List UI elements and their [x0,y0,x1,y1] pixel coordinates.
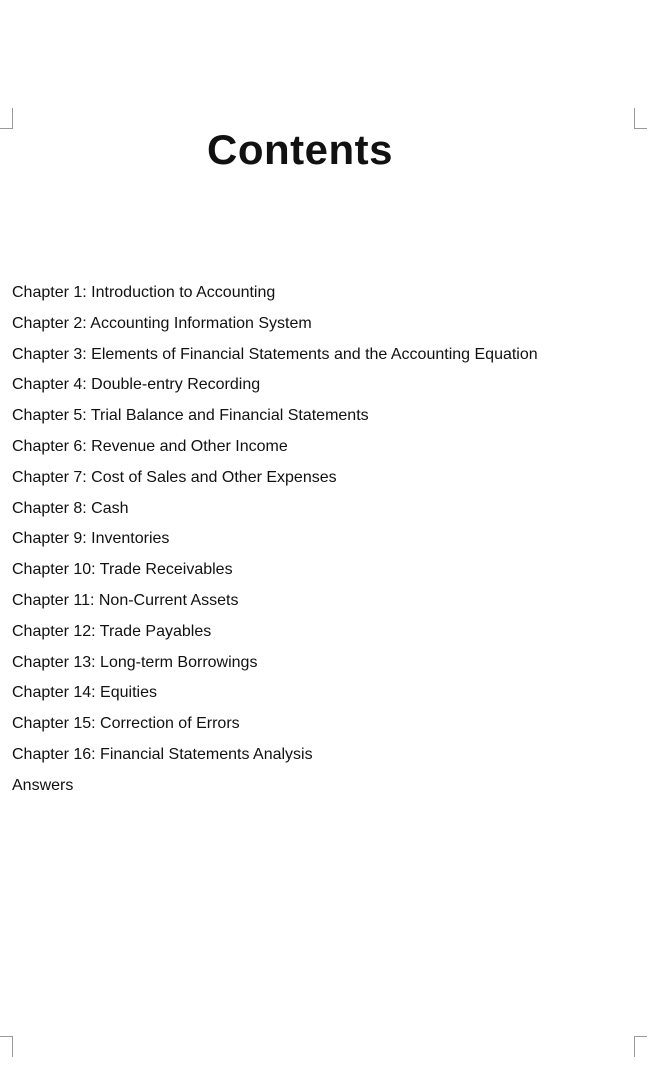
crop-mark-top-right [634,108,647,129]
toc-entry-chapter-6[interactable]: Chapter 6: Revenue and Other Income [12,437,288,455]
toc-entry-chapter-4[interactable]: Chapter 4: Double-entry Recording [12,376,261,394]
toc-entry-chapter-9[interactable]: Chapter 9: Inventories [12,530,170,548]
crop-mark-bottom-right [634,1036,647,1057]
toc-entry-chapter-12[interactable]: Chapter 12: Trade Payables [12,622,212,640]
toc-entry-answers[interactable]: Answers [12,776,74,794]
toc-entry-chapter-8[interactable]: Chapter 8: Cash [12,499,129,517]
crop-mark-bottom-left [0,1036,13,1057]
toc-entry-chapter-7[interactable]: Chapter 7: Cost of Sales and Other Expenses [12,468,337,486]
toc-entry-chapter-13[interactable]: Chapter 13: Long-term Borrowings [12,653,258,671]
toc-entry-chapter-3[interactable]: Chapter 3: Elements of Financial Statements and the Accounting Equation [12,345,538,363]
table-of-contents [12,278,632,802]
toc-entry-chapter-1[interactable]: Chapter 1: Introduction to Accounting [12,284,276,301]
toc-entry-chapter-2[interactable]: Chapter 2: Accounting Information System [12,314,312,332]
toc-entry-chapter-10[interactable]: Chapter 10: Trade Receivables [12,561,233,579]
toc-entry-chapter-15[interactable]: Chapter 15: Correction of Errors [12,715,240,733]
toc-entry-chapter-11[interactable]: Chapter 11: Non-Current Assets [12,591,239,609]
toc-entry-chapter-5[interactable]: Chapter 5: Trial Balance and Financial Statements [12,407,369,425]
toc-entry-chapter-14[interactable]: Chapter 14: Equities [12,684,157,702]
page-title: Contents [207,126,393,173]
toc-entry-chapter-16[interactable]: Chapter 16: Financial Statements Analysis [12,745,313,763]
